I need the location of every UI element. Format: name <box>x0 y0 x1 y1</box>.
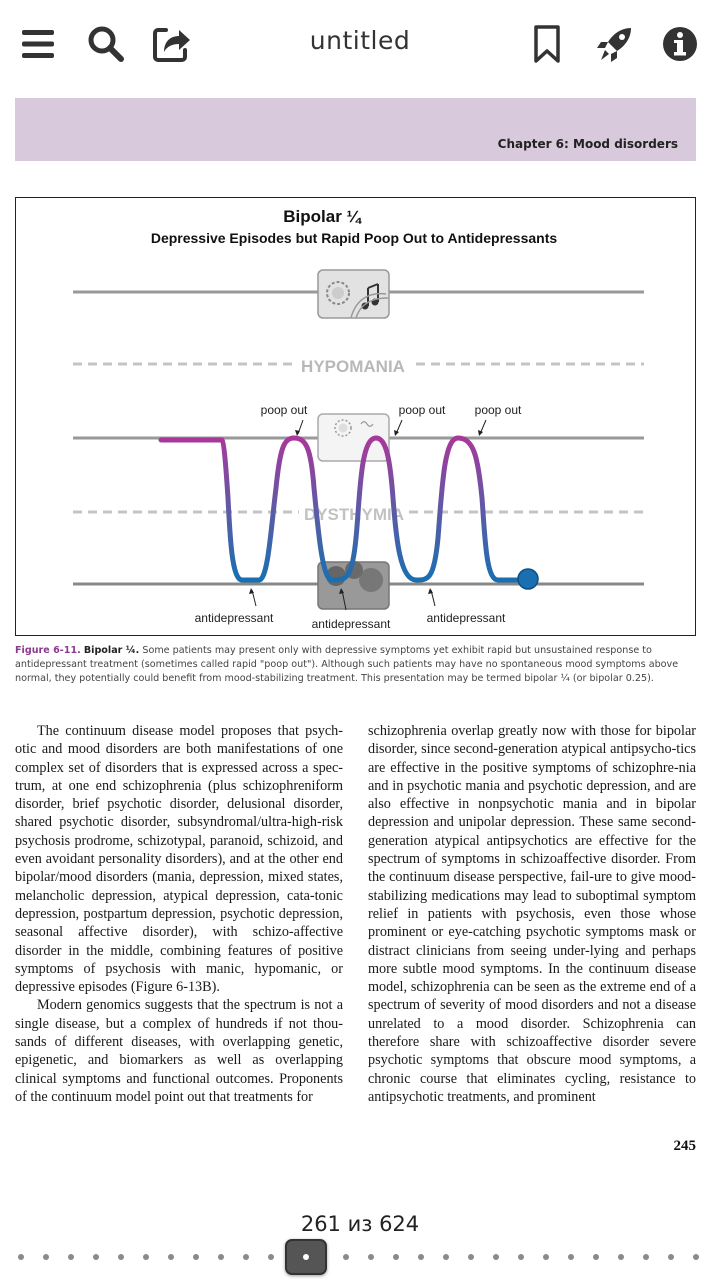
antidepressant-label-3: antidepressant <box>426 611 506 625</box>
pager-dot[interactable] <box>518 1254 524 1260</box>
pager-dot[interactable] <box>193 1254 199 1260</box>
page-scrubber-thumb[interactable] <box>285 1239 327 1275</box>
pager-dot[interactable] <box>693 1254 699 1260</box>
pager-dot[interactable] <box>593 1254 599 1260</box>
pager-dot[interactable] <box>418 1254 424 1260</box>
document-title: untitled <box>309 26 411 55</box>
pager-dot[interactable] <box>443 1254 449 1260</box>
pager-dot[interactable] <box>68 1254 74 1260</box>
caption-text: Some patients may present only with depressive symptoms yet exhibit rapid but unsustained response to antidepressant treatment (sometimes called rapid "poop out"). Although such patients may have no spontaneous mood symptoms above normal, they potentially could benefit from mood-stabilizing treatment. This presentation may be termed bipolar ¼ (or bipolar 0.25). <box>15 645 679 684</box>
menu-icon[interactable] <box>16 22 60 66</box>
paragraph: schizophrenia overlap greatly now with those for bipolar disorder, since second-generation atypical antipsycho-tics are effective in the positive symptoms of schizophre-nia and in psychotic mania and psychotic depression, and are also effective in nonpsychotic mania and in bipolar depression and unipolar depression. These same second-generation atypical antipsychotics are effective for the spectrum of symptoms in schizoaffective disorder. From the continuum disease perspective, fail-ure to give mood-stabilizing medications may lead to suboptimal symptom relief in patients with psychosis, even those whose prominent or eye-catching psychotic symptoms mask or distract clinicians from seeing under-lying and perhaps more subtle mood symptoms. In the continuum disease model, schizophrenia can be seen as the extreme end of a spectrum of severity of mood disorders and not a disease unrelated to a mood disorder. Schizophrenia can therefore share with schizoaffective disorder severe psychotic symptoms that obscure mood symptoms, a chronic course that eliminates cycling, resistance to antipsychotic treatments, and prominent <box>368 723 696 1105</box>
caption-title: Bipolar ¼. <box>83 645 140 656</box>
chapter-label: Chapter 6: Mood disorders <box>497 137 678 151</box>
pager-dot[interactable] <box>643 1254 649 1260</box>
pager-dot[interactable] <box>393 1254 399 1260</box>
figure-caption <box>15 644 696 686</box>
poop-out-label-2: poop out <box>398 403 446 417</box>
figure-subtitle: Depressive Episodes but Rapid Poop Out to Antidepressants <box>150 230 558 246</box>
page-number: 245 <box>673 1138 696 1154</box>
caption-label: Figure 6-11. <box>15 645 81 656</box>
pager-dot[interactable] <box>343 1254 349 1260</box>
pager-dot[interactable] <box>143 1254 149 1260</box>
pager-dot[interactable] <box>668 1254 674 1260</box>
pager-dot[interactable] <box>168 1254 174 1260</box>
antidepressant-label-1: antidepressant <box>194 611 274 625</box>
pager-dot[interactable] <box>18 1254 24 1260</box>
pager-dot[interactable] <box>568 1254 574 1260</box>
mood-diagram <box>16 198 697 637</box>
bookmark-icon[interactable] <box>525 22 569 66</box>
antidepressant-label-2: antidepressant <box>311 617 391 631</box>
pager-dot[interactable] <box>368 1254 374 1260</box>
top-toolbar <box>0 0 720 86</box>
rocket-icon[interactable] <box>593 22 637 66</box>
pager-dot[interactable] <box>43 1254 49 1260</box>
figure-title: Bipolar ¼ <box>283 207 361 226</box>
pager-dot[interactable] <box>543 1254 549 1260</box>
pager-dot[interactable] <box>243 1254 249 1260</box>
hypomania-label: HYPOMANIA <box>301 357 405 376</box>
info-icon[interactable] <box>658 22 702 66</box>
search-icon[interactable] <box>84 22 128 66</box>
poop-out-label-1: poop out <box>260 403 308 417</box>
depression-cloud-icon <box>318 561 389 609</box>
mania-sun-music-icon <box>318 270 389 318</box>
text-column-left <box>15 722 343 1106</box>
pager-dot[interactable] <box>468 1254 474 1260</box>
pager-dot[interactable] <box>493 1254 499 1260</box>
current-state-marker <box>518 569 538 589</box>
paragraph: Modern genomics suggests that the spectrum is not a single disease, but a complex of hundreds if not thou-sands of different diseases, with overlapping genetic, epigenetic, and biomarkers as well as overlapping clinical symptoms and functional outcomes. Proponents of the continuum model point out that treatments for <box>15 997 343 1105</box>
page-indicator: 261 из 624 <box>300 1212 420 1236</box>
pager-dot[interactable] <box>268 1254 274 1260</box>
pager-dot[interactable] <box>118 1254 124 1260</box>
share-icon[interactable] <box>150 22 194 66</box>
text-column-right <box>368 722 696 1106</box>
page-scrubber[interactable] <box>0 1236 720 1276</box>
chapter-header-band <box>15 98 696 161</box>
paragraph: The continuum disease model proposes that psych-otic and mood disorders are both manifestations of one complex set of disorders that is expressed across a spec-trum, at one end schizophrenia (plus schizophreniform disorder, brief psychotic disorder, delusional disorder, shared psychotic disorder, subsyndromal/ultra-high-risk psychosis prodrome, schizotypal, paranoid, schizoid, and even avoidant personality disorders), and at the other end bipolar/mood disorders (mania, depression, mixed states, melancholic depression, atypical depression, cata-tonic depression, postpartum depression, psychotic depression, seasonal affective disorder), with schizo-affective disorder in the middle, combining features of positive symptoms of psychosis with manic, hypomanic, or depressive episodes (Figure 6-13B). <box>15 723 343 996</box>
dysthymia-label: DYSTHYMIA <box>303 505 405 524</box>
pager-dot[interactable] <box>93 1254 99 1260</box>
pager-dot[interactable] <box>618 1254 624 1260</box>
poop-out-label-3: poop out <box>474 403 522 417</box>
figure-bipolar-quarter <box>15 197 696 636</box>
pager-dot[interactable] <box>218 1254 224 1260</box>
